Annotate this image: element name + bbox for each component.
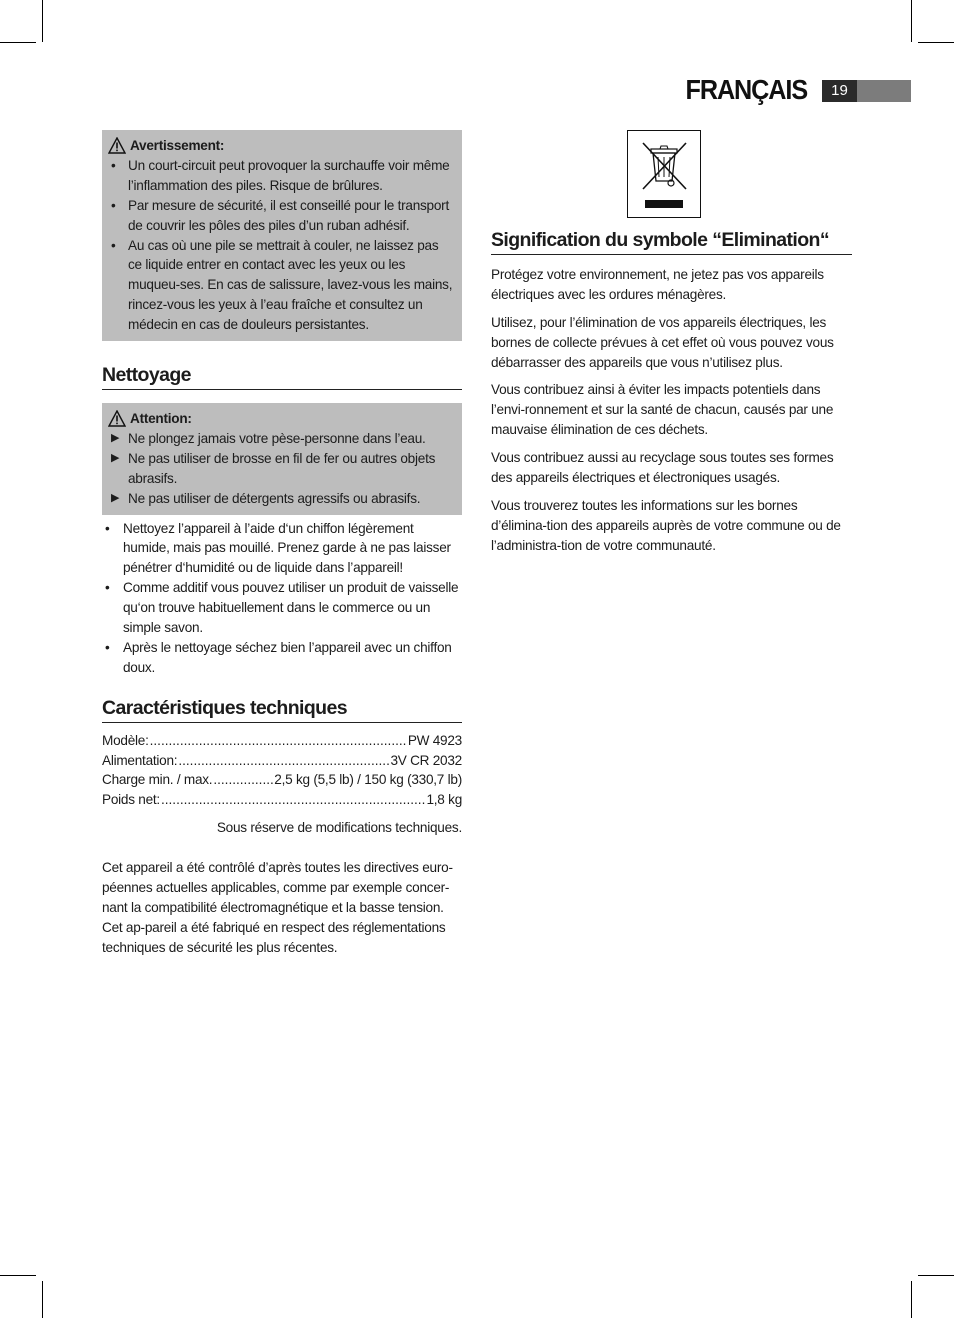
spec-label: Charge min. / max. xyxy=(102,772,213,788)
list-item: • Au cas où une pile se mettrait à couler, ne laissez pas ce liquide entrer en contact avec les yeux ou les muqueu-ses. En cas de salissure, lavez-vous les mains, rincez-vous les yeux à l’eau fraîche et consultez un médecin en cas de douleurs persistantes. xyxy=(111,237,453,333)
crop-mark xyxy=(918,42,954,43)
page-number-tab xyxy=(822,80,911,102)
page-number: 19 xyxy=(822,80,857,102)
list-item: ▶ Ne pas utiliser de détergents agressifs ou abrasifs. xyxy=(108,489,453,509)
cleaning-list xyxy=(102,519,462,678)
crossed-out-wheelie-bin-icon xyxy=(627,130,701,218)
warning-title: Avertissement: xyxy=(130,138,225,153)
list-item: • Nettoyez l’appareil à l’aide d‘un chiffon légèrement humide, mais pas mouillé. Prenez garde à ne pas laisser pénétrer d‘humidité ou de liquide dans l’appareil! xyxy=(105,520,451,576)
crop-mark xyxy=(42,1281,43,1318)
crop-mark xyxy=(42,0,43,42)
attention-box xyxy=(102,403,462,515)
spec-value: 1,8 kg xyxy=(426,792,462,808)
triangle-right-arrow-icon: ▶ xyxy=(111,491,120,504)
bullet: • xyxy=(105,580,110,596)
warning-title-row xyxy=(108,136,453,156)
bullet: • xyxy=(111,157,116,173)
disposal-paragraph: Vous contribuez ainsi à éviter les impacts potentiels dans l’envi-ronnement et sur la santé de chacun, causés par une mauvaise élimination de ces déchets. xyxy=(491,382,834,438)
spec-value: PW 4923 xyxy=(407,732,462,748)
left-column xyxy=(102,130,462,958)
language-header: FRANÇAIS xyxy=(685,74,807,105)
cleaning-heading: Nettoyage xyxy=(102,366,462,390)
list-item: ▶ Ne plongez jamais votre pèse-personne dans l’eau. xyxy=(108,429,453,449)
leader-dots xyxy=(178,751,389,771)
bullet: • xyxy=(105,520,110,536)
warning-list xyxy=(108,156,453,335)
attention-list xyxy=(108,429,453,509)
leader-dots xyxy=(213,770,273,790)
triangle-right-arrow-icon: ▶ xyxy=(111,451,120,464)
crop-mark xyxy=(0,1275,36,1276)
warning-box xyxy=(102,130,462,341)
spec-label: Alimentation: xyxy=(102,752,178,768)
list-item: ▶ Ne pas utiliser de brosse en fil de fer ou autres objets abrasifs. xyxy=(111,450,436,486)
leader-dots xyxy=(161,790,426,810)
bullet: • xyxy=(111,197,116,213)
disposal-paragraph: Vous contribuez aussi au recyclage sous toutes ses formes des appareils électriques et électroniques usagés. xyxy=(491,450,834,486)
spec-label: Poids net: xyxy=(102,792,160,808)
crop-mark xyxy=(911,0,912,42)
spec-label: Modèle: xyxy=(102,732,149,748)
disposal-heading: Signification du symbole “Elimination“ xyxy=(491,231,852,255)
disposal-paragraph: Vous trouverez toutes les informations sur les bornes d’élimina-tion des appareils auprès de votre commune ou de l’administra-tion de votre communauté. xyxy=(491,497,841,553)
list-item: • Par mesure de sécurité, il est conseillé pour le transport de couvrir les pôles des piles d’un ruban adhésif. xyxy=(111,197,449,233)
disposal-paragraph: Utilisez, pour l’élimination de vos appareils électriques, les bornes de collecte prévues à cet effet où vous pouvez vous débarrasser des appareils que vous n’utilisez plus. xyxy=(491,314,834,370)
specs-heading: Caractéristiques techniques xyxy=(102,699,462,723)
specs-table xyxy=(102,731,462,811)
spec-value: 2,5 kg (5,5 lb) / 150 kg (330,7 lb) xyxy=(274,772,462,788)
warning-triangle-icon xyxy=(108,410,126,427)
attention-title: Attention: xyxy=(130,410,192,426)
bullet: • xyxy=(111,237,116,253)
warning-triangle-icon xyxy=(108,137,126,154)
bullet: • xyxy=(105,639,110,655)
spec-row xyxy=(102,790,462,810)
list-item: • Après le nettoyage séchez bien l’appareil avec un chiffon doux. xyxy=(105,639,452,675)
attention-title-row xyxy=(108,409,453,429)
spec-row xyxy=(102,751,462,771)
right-column xyxy=(491,130,852,556)
triangle-right-arrow-icon: ▶ xyxy=(111,431,120,444)
crop-mark xyxy=(918,1275,954,1276)
spec-value: 3V CR 2032 xyxy=(390,752,462,768)
crop-mark xyxy=(911,1281,912,1318)
specs-note: Sous réserve de modifications techniques. xyxy=(216,820,462,836)
leader-dots xyxy=(150,731,407,751)
crop-mark xyxy=(0,42,36,43)
list-item: • Comme additif vous pouvez utiliser un produit de vaisselle qu‘on trouve habituellement dans le commerce ou un simple savon. xyxy=(105,580,459,636)
spec-row xyxy=(102,731,462,751)
list-item: • Un court-circuit peut provoquer la surchauffe voir même l’inflammation des piles. Risque de brûlures. xyxy=(111,157,450,193)
compliance-paragraph: Cet appareil a été contrôlé d’après toutes les directives euro-péennes actuelles applicables, comme par exemple concer-nant la compatibilité électromagnétique et la basse tension. Cet ap-pareil a été fabriqué en respect des réglementations techniques de sécurité les plus récentes. xyxy=(102,860,453,955)
disposal-paragraph: Protégez votre environnement, ne jetez pas vos appareils électriques avec les ordures ménagères. xyxy=(491,266,824,302)
spec-row xyxy=(102,770,462,790)
